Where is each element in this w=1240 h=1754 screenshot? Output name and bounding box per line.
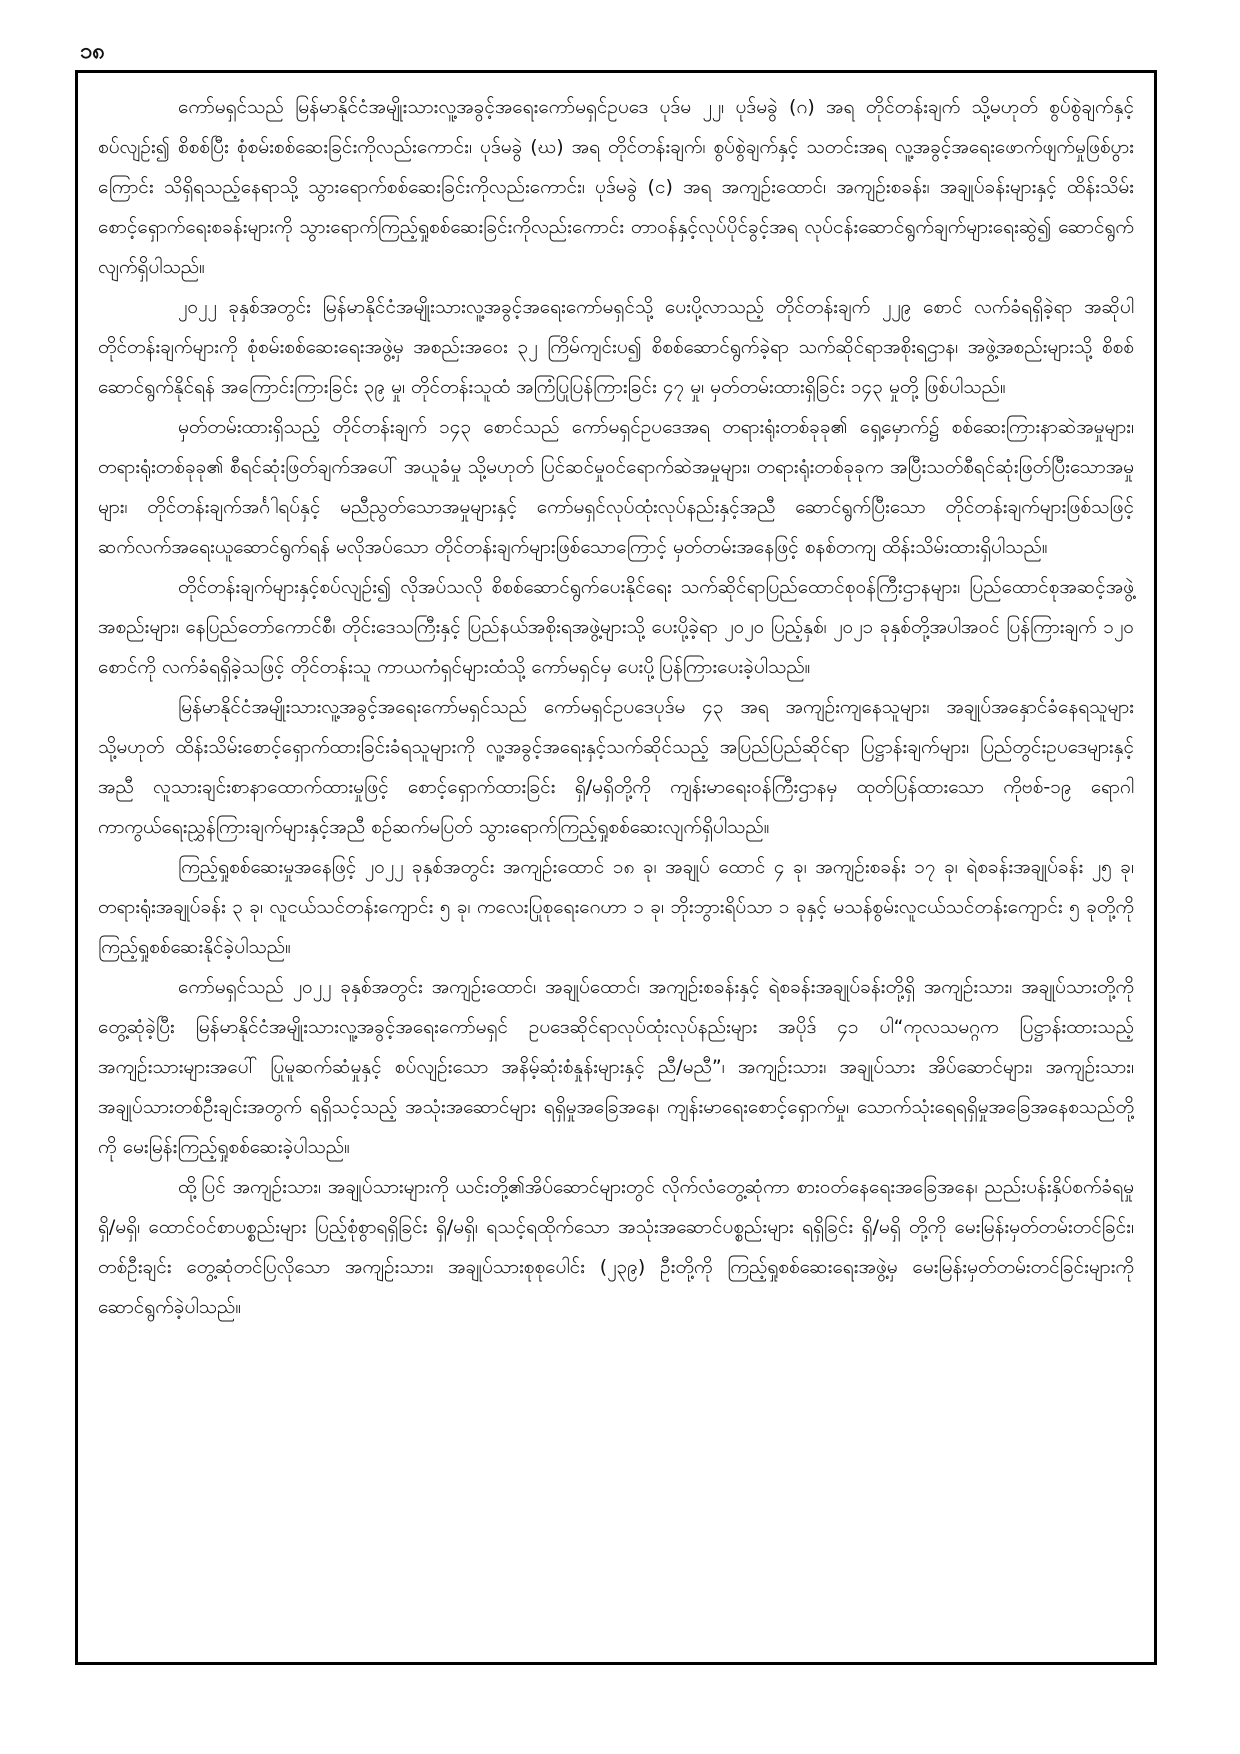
paragraph-3: မှတ်တမ်းထားရှိသည့် တိုင်တန်းချက် ၁၄၃ စောင်သည် ကော်မရှင်ဥပဒေအရ တရားရုံးတစ်ခုခု၏ ရှေ့မှောက်၌ စစ်ဆေးကြားနာဆဲအမှုများ၊ တရားရုံးတစ်ခုခု၏ စီရင်ဆုံးဖြတ်ချက်အပေါ် အယူခံမှု သို့မဟုတ် ပြင်ဆင်မှုဝင်ရောက်ဆဲအမှုများ၊ တရားရုံးတစ်ခုခုက အပြီးသတ်စီရင်ဆုံးဖြတ်ပြီးသောအမှုများ၊ တိုင်တန်းချက်အင်္ဂါရပ်နှင့် မညီညွတ်သောအမှုများနှင့် ကော်မရှင်လုပ်ထုံးလုပ်နည်းနှင့်အညီ ဆောင်ရွက်ပြီးသော တိုင်တန်းချက်များဖြစ်သဖြင့် ဆက်လက်အရေးယူဆောင်ရွက်ရန် မလိုအပ်သော တိုင်တန်းချက်များဖြစ်သောကြောင့် မှတ်တမ်းအနေဖြင့် စနစ်တကျ ထိန်းသိမ်းထားရှိပါသည်။ bbox=[98, 416, 1134, 558]
paragraph-4: တိုင်တန်းချက်များနှင့်စပ်လျဉ်း၍ လိုအပ်သလို စိစစ်ဆောင်ရွက်ပေးနိုင်ရေး သက်ဆိုင်ရာပြည်ထောင်စုဝန်ကြီးဌာနများ၊ ပြည်ထောင်စုအဆင့်အဖွဲ့အစည်းများ၊ နေပြည်တော်ကောင်စီ၊ တိုင်းဒေသကြီးနှင့် ပြည်နယ်အစိုးရအဖွဲ့များသို့ ပေးပို့ခဲ့ရာ ၂၀၂၀ ပြည့်နှစ်၊ ၂၀၂၁ ခုနှစ်တို့အပါအဝင် ပြန်ကြားချက် ၁၂၀ စောင်ကို လက်ခံရရှိခဲ့သဖြင့် တိုင်တန်းသူ ကာယကံရှင်များထံသို့ ကော်မရှင်မှ ပေးပို့ပြန်ကြားပေးခဲ့ပါသည်။ bbox=[98, 576, 1134, 678]
paragraph-5: မြန်မာနိုင်ငံအမျိုးသားလူ့အခွင့်အရေးကော်မရှင်သည် ကော်မရှင်ဥပဒေပုဒ်မ ၄၃ အရ အကျဉ်းကျနေသူများ၊ အချုပ်အနှောင်ခံနေရသူများ သို့မဟုတ် ထိန်းသိမ်းစောင့်ရှောက်ထားခြင်းခံရသူများကို လူ့အခွင့်အရေးနှင့်သက်ဆိုင်သည့် အပြည်ပြည်ဆိုင်ရာ ပြဋ္ဌာန်းချက်များ၊ ပြည်တွင်းဥပဒေများနှင့်အညီ လူသားချင်းစာနာထောက်ထားမှုဖြင့် စောင့်ရှောက်ထားခြင်း ရှိ/မရှိတို့ကို ကျန်းမာရေးဝန်ကြီးဌာနမှ ထုတ်ပြန်ထားသော ကိုဗစ်-၁၉ ရောဂါ ကာကွယ်ရေးညွှန်ကြားချက်များနှင့်အညီ စဉ်ဆက်မပြတ် သွားရောက်ကြည့်ရှုစစ်ဆေးလျက်ရှိပါသည်။ bbox=[98, 696, 1134, 838]
paragraph-1: ကော်မရှင်သည် မြန်မာနိုင်ငံအမျိုးသားလူ့အခွင့်အရေးကော်မရှင်ဥပဒေ ပုဒ်မ ၂၂၊ ပုဒ်မခွဲ (ဂ) အရ တိုင်တန်းချက် သို့မဟုတ် စွပ်စွဲချက်နှင့်စပ်လျဉ်း၍ စိစစ်ပြီး စုံစမ်းစစ်ဆေးခြင်းကိုလည်းကောင်း၊ ပုဒ်မခွဲ (ဃ) အရ တိုင်တန်းချက်၊ စွပ်စွဲချက်နှင့် သတင်းအရ လူ့အခွင့်အရေးဖောက်ဖျက်မှုဖြစ်ပွားကြောင်း သိရှိရသည့်နေရာသို့ သွားရောက်စစ်ဆေးခြင်းကိုလည်းကောင်း၊ ပုဒ်မခွဲ (င) အရ အကျဉ်းထောင်၊ အကျဉ်းစခန်း၊ အချုပ်ခန်းများနှင့် ထိန်းသိမ်းစောင့်ရှောက်ရေးစခန်းများကို သွားရောက်ကြည့်ရှုစစ်ဆေးခြင်းကိုလည်းကောင်း တာဝန်နှင့်လုပ်ပိုင်ခွင့်အရ လုပ်ငန်းဆောင်ရွက်ချက်များရေးဆွဲ၍ ဆောင်ရွက်လျက်ရှိပါသည်။ bbox=[98, 96, 1134, 278]
paragraph-8: ထို့ပြင် အကျဉ်းသား၊ အချုပ်သားများကို ယင်းတို့၏အိပ်ဆောင်များတွင် လိုက်လံတွေ့ဆုံကာ စားဝတ်နေရေးအခြေအနေ၊ ညည်းပန်းနှိပ်စက်ခံရမှု ရှိ/မရှိ၊ ထောင်ဝင်စာပစ္စည်းများ ပြည့်စုံစွာရရှိခြင်း ရှိ/မရှိ၊ ရသင့်ရထိုက်သော အသုံးအဆောင်ပစ္စည်းများ ရရှိခြင်း ရှိ/မရှိ တို့ကို မေးမြန်းမှတ်တမ်းတင်ခြင်း၊ တစ်ဦးချင်း တွေ့ဆုံတင်ပြလိုသော အကျဉ်းသား၊ အချုပ်သားစုစုပေါင်း (၂၃၉) ဦးတို့ကို ကြည့်ရှုစစ်ဆေးရေးအဖွဲ့မှ မေးမြန်းမှတ်တမ်းတင်ခြင်းများကို ဆောင်ရွက်ခဲ့ပါသည်။ bbox=[98, 1176, 1134, 1318]
paragraph-2: ၂၀၂၂ ခုနှစ်အတွင်း မြန်မာနိုင်ငံအမျိုးသားလူ့အခွင့်အရေးကော်မရှင်သို့ ပေးပို့လာသည့် တိုင်တန်းချက် ၂၂၉ စောင် လက်ခံရရှိခဲ့ရာ အဆိုပါတိုင်တန်းချက်များကို စုံစမ်းစစ်ဆေးရေးအဖွဲ့မှ အစည်းအဝေး ၃၂ ကြိမ်ကျင်းပ၍ စိစစ်ဆောင်ရွက်ခဲ့ရာ သက်ဆိုင်ရာအစိုးရဌာန၊ အဖွဲ့အစည်းများသို့ စိစစ်ဆောင်ရွက်နိုင်ရန် အကြောင်းကြားခြင်း ၃၉ မှု၊ တိုင်တန်းသူထံ အကြံပြုပြန်ကြားခြင်း ၄၇ မှု၊ မှတ်တမ်းထားရှိခြင်း ၁၄၃ မှုတို့ ဖြစ်ပါသည်။ bbox=[98, 296, 1134, 398]
paragraph-7: ကော်မရှင်သည် ၂၀၂၂ ခုနှစ်အတွင်း အကျဉ်းထောင်၊ အချုပ်ထောင်၊ အကျဉ်းစခန်းနှင့် ရဲစခန်းအချုပ်ခန်းတို့ရှိ အကျဉ်းသား၊ အချုပ်သားတို့ကို တွေ့ဆုံခဲ့ပြီး မြန်မာနိုင်ငံအမျိုးသားလူ့အခွင့်အရေးကော်မရှင် ဥပဒေဆိုင်ရာလုပ်ထုံးလုပ်နည်းများ အပိုဒ် ၄၁ ပါ“ကုလသမဂ္ဂက ပြဋ္ဌာန်းထားသည့် အကျဉ်းသားများအပေါ် ပြုမူဆက်ဆံမှုနှင့် စပ်လျဉ်းသော အနိမ့်ဆုံးစံနှုန်းများနှင့် ညီ/မညီ”၊ အကျဉ်းသား၊ အချုပ်သား အိပ်ဆောင်များ၊ အကျဉ်းသား၊ အချုပ်သားတစ်ဦးချင်းအတွက် ရရှိသင့်သည့် အသုံးအဆောင်များ ရရှိမှုအခြေအနေ၊ ကျန်းမာရေးစောင့်ရှောက်မှု၊ သောက်သုံးရေရရှိမှုအခြေအနေစသည်တို့ကို မေးမြန်းကြည့်ရှုစစ်ဆေးခဲ့ပါသည်။ bbox=[98, 976, 1134, 1158]
paragraph-6: ကြည့်ရှုစစ်ဆေးမှုအနေဖြင့် ၂၀၂၂ ခုနှစ်အတွင်း အကျဉ်းထောင် ၁၈ ခု၊ အချုပ် ထောင် ၄ ခု၊ အကျဉ်းစခန်း ၁၇ ခု၊ ရဲစခန်းအချုပ်ခန်း ၂၅ ခု၊ တရားရုံးအချုပ်ခန်း ၃ ခု၊ လူငယ်သင်တန်းကျောင်း ၅ ခု၊ ကလေးပြုစုရေးဂေဟာ ၁ ခု၊ ဘိုးဘွားရိပ်သာ ၁ ခုနှင့် မသန်စွမ်းလူငယ်သင်တန်းကျောင်း ၅ ခုတို့ကို ကြည့်ရှုစစ်ဆေးနိုင်ခဲ့ပါသည်။ bbox=[98, 856, 1134, 958]
content-frame bbox=[75, 70, 1157, 1665]
page-number: ၁၈ bbox=[80, 39, 105, 64]
